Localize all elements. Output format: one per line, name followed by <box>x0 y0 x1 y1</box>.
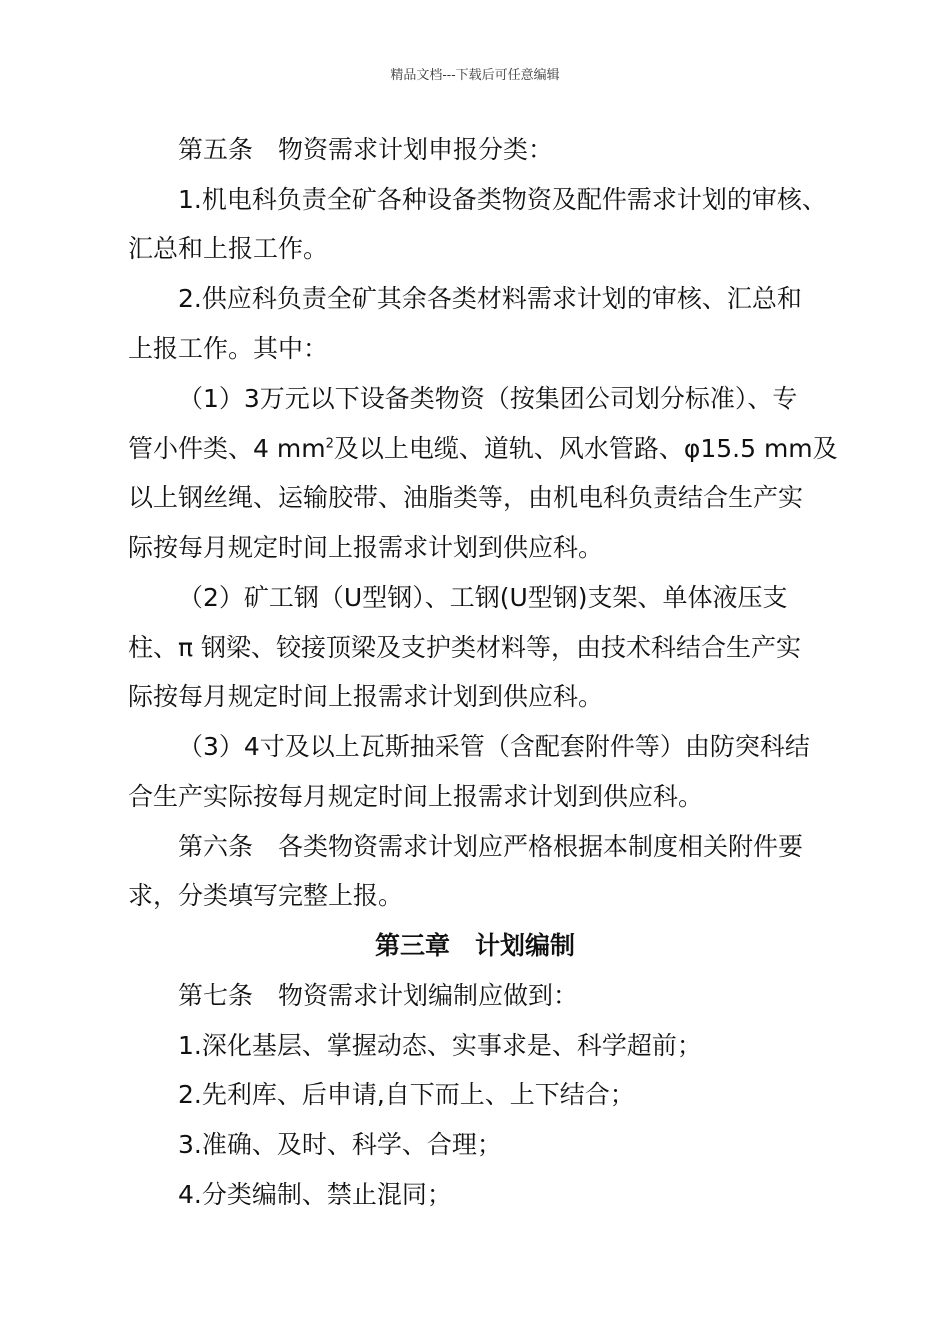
paragraph-line: 际按每月规定时间上报需求计划到供应科。 <box>128 682 604 711</box>
line-text: 及以上电缆、道轨、风水管路、φ15.5 mm及 <box>333 434 838 463</box>
superscript: 2 <box>325 436 334 452</box>
paragraph-line: 际按每月规定时间上报需求计划到供应科。 <box>128 533 604 562</box>
paragraph-line: （2）矿工钢（U型钢）、工钢(U型钢)支架、单体液压支 <box>178 583 788 612</box>
paragraph-line: 1.机电科负责全矿各种设备类物资及配件需求计划的审核、 <box>178 185 827 214</box>
paragraph-line: （1）3万元以下设备类物资（按集团公司划分标准）、专 <box>178 384 798 413</box>
list-item: 2.先利库、后申请,自下而上、上下结合； <box>178 1080 635 1109</box>
article-6-title: 第六条 各类物资需求计划应严格根据本制度相关附件要 <box>178 832 804 861</box>
paragraph-line: 汇总和上报工作。 <box>128 234 329 263</box>
paragraph-line-with-superscript <box>128 432 840 466</box>
paragraph-line: 以上钢丝绳、运输胶带、油脂类等，由机电科负责结合生产实 <box>128 483 804 512</box>
paragraph-line: 柱、π 钢梁、铰接顶梁及支护类材料等，由技术科结合生产实 <box>128 633 802 662</box>
paragraph-line: 2.供应科负责全矿其余各类材料需求计划的审核、汇总和 <box>178 284 802 313</box>
paragraph-line: 上报工作。其中： <box>128 334 329 363</box>
paragraph-line: 求，分类填写完整上报。 <box>128 881 404 910</box>
chapter-title: 第三章 计划编制 <box>374 931 575 960</box>
list-item: 1.深化基层、掌握动态、实事求是、科学超前； <box>178 1031 702 1060</box>
article-5-title: 第五条 物资需求计划申报分类： <box>178 135 554 164</box>
line-text: 管小件类、4 mm <box>128 434 326 463</box>
paragraph-line: （3）4寸及以上瓦斯抽采管（含配套附件等）由防突科结 <box>178 732 810 761</box>
article-7-title: 第七条 物资需求计划编制应做到： <box>178 981 579 1010</box>
list-item: 3.准确、及时、科学、合理； <box>178 1130 502 1159</box>
paragraph-line: 合生产实际按每月规定时间上报需求计划到供应科。 <box>128 782 704 811</box>
list-item: 4.分类编制、禁止混同； <box>178 1180 452 1209</box>
page-header: 精品文档---下载后可任意编辑 <box>390 68 560 83</box>
